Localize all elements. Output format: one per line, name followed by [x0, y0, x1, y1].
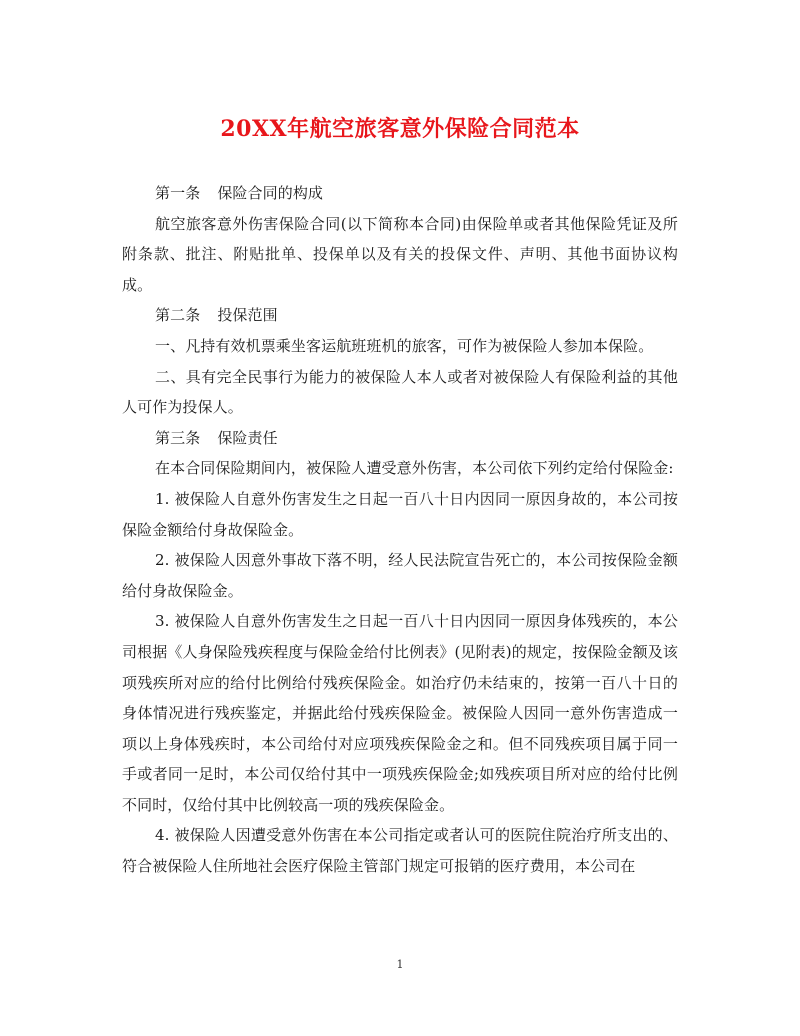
section-title: 保险合同的构成 [217, 184, 324, 202]
section-heading [122, 178, 678, 209]
list-item: 4. 被保险人因遭受意外伤害在本公司指定或者认可的医院住院治疗所支出的、符合被保险人住所地社会医疗保险主管部门规定可报销的医疗费用，本公司在 [122, 826, 678, 876]
section-title: 保险责任 [217, 428, 278, 447]
list-item: 1. 被保险人自意外伤害发生之日起一百八十日内因同一原因身故的，本公司按保险金额给付身故保险金。 [122, 489, 678, 539]
section-number: 第二条 [155, 306, 201, 325]
document-title: 20XX年航空旅客意外保险合同范本 [220, 116, 580, 142]
section-number: 第三条 [155, 428, 201, 447]
page-number: 1 [396, 958, 404, 971]
paragraph: 航空旅客意外伤害保险合同(以下简称本合同)由保险单或者其他保险凭证及所附条款、批注、附贴批单、投保单以及有关的投保文件、声明、其他书面协议构成。 [122, 214, 678, 294]
paragraph: 二、具有完全民事行为能力的被保险人本人或者对被保险人有保险利益的其他人可作为投保人。 [122, 367, 678, 417]
list-item: 3. 被保险人自意外伤害发生之日起一百八十日内因同一原因身体残疾的，本公司根据《人身保险残疾程度与保险金给付比例表》(见附表)的规定，按保险金额及该项残疾所对应的给付比例给付残疾保险金。如治疗仍未结束的，按第一百八十日的身体情况进行残疾鉴定，并据此给付残疾保险金。被保险人因同一意外伤害造成一项以上身体残疾时，本公司给付对应项残疾保险金之和。但不同残疾项目属于同一手或者同一足时，本公司仅给付其中一项残疾保险金;如残疾项目所对应的给付比例不同时，仅给付其中比例较高一项的残疾保险金。 [122, 612, 678, 814]
section-heading [122, 423, 678, 454]
paragraph: 在本合同保险期间内，被保险人遭受意外伤害，本公司依下列约定给付保险金: [155, 459, 674, 478]
section-title: 投保范围 [217, 306, 278, 325]
document-body [122, 178, 678, 882]
list-item: 2. 被保险人因意外事故下落不明，经人民法院宣告死亡的，本公司按保险金额给付身故保险金。 [122, 551, 678, 600]
section-heading [122, 300, 678, 331]
paragraph: 一、凡持有效机票乘坐客运航班班机的旅客，可作为被保险人参加本保险。 [155, 336, 654, 355]
section-number: 第一条 [155, 184, 201, 202]
